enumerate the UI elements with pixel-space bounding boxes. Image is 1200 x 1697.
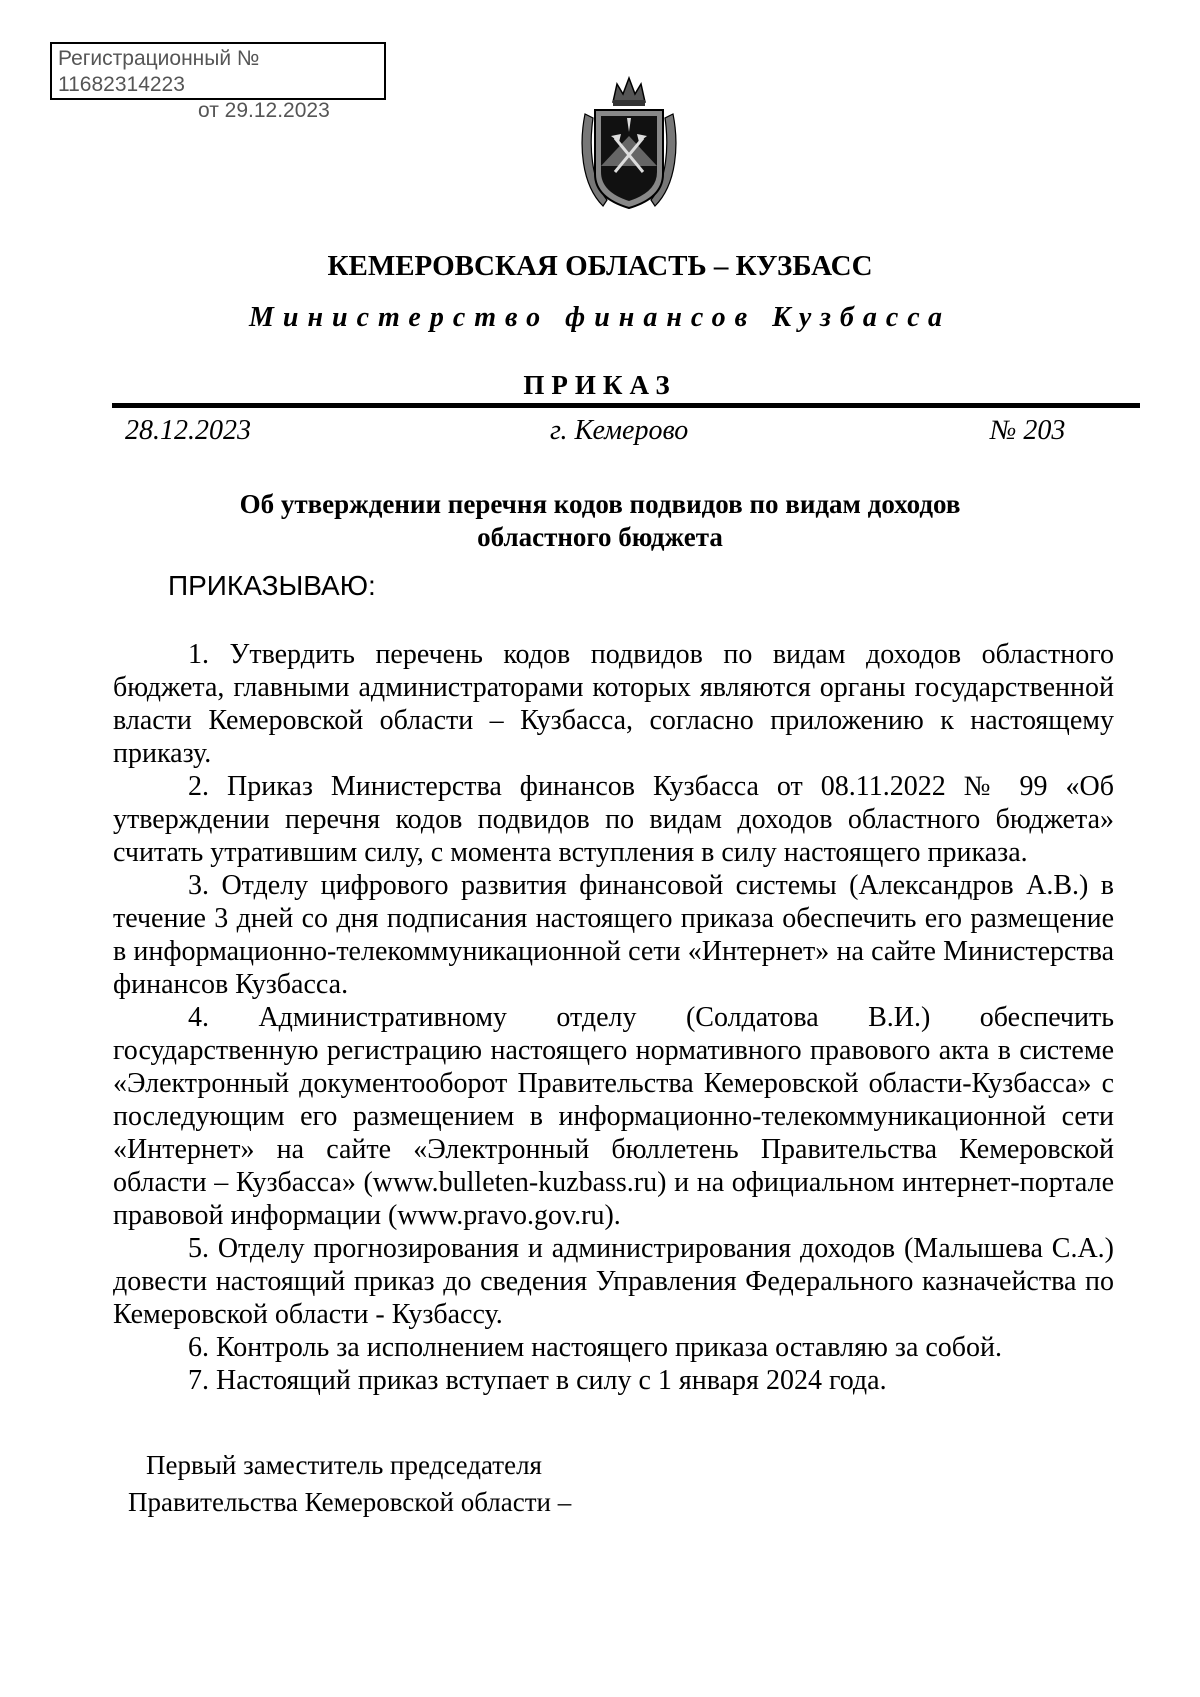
order-date: 28.12.2023 (125, 415, 251, 446)
order-body (113, 638, 1114, 1397)
subject-line: Об утверждении перечня кодов подвидов по видам доходов (239, 489, 961, 519)
signatory-position-line1: Первый заместитель председателя (146, 1450, 542, 1480)
kuzbass-coat-of-arms-icon (577, 74, 681, 214)
order-item-4: 4. Административному отделу (Солдатова В.И.) обеспечить государственную регистрацию настоящего нормативного правового акта в системе «Электронный документооборот Правительства Кемеровской области-Кузбасса» с последующим его размещением в информационно-телекоммуникационной сети «Интернет» на сайте «Электронный бюллетень Правительства Кемеровской области – Кузбасса» (www.bulleten-kuzbass.ru) и на официальном интернет-портале правовой информации (www.pravo.gov.ru). (113, 1002, 1114, 1231)
order-item-2: 2. Приказ Министерства финансов Кузбасса от 08.11.2022 № 99 «Об утверждении перечня кодов подвидов по видам доходов областного бюджета» считать утратившим силу, с момента вступления в силу настоящего приказа. (113, 771, 1114, 868)
header-rule (112, 403, 1140, 408)
order-subject (0, 488, 1200, 554)
signature-block (128, 1447, 571, 1521)
region-title: КЕМЕРОВСКАЯ ОБЛАСТЬ – КУЗБАСС (327, 250, 873, 282)
order-number: № 203 (990, 415, 1066, 446)
registration-date: от 29.12.2023 (198, 99, 330, 122)
order-command: ПРИКАЗЫВАЮ: (168, 570, 376, 601)
signatory-position-line2: Правительства Кемеровской области – (128, 1487, 572, 1517)
order-title: ПРИКАЗ (523, 370, 677, 400)
subject-line: областного бюджета (477, 522, 723, 552)
ministry-title: Министерство финансов Кузбасса (248, 302, 952, 333)
order-city: г. Кемерово (550, 415, 689, 446)
order-item-7: 7. Настоящий приказ вступает в силу с 1 января 2024 года. (188, 1365, 887, 1396)
order-item-5: 5. Отделу прогнозирования и администрирования доходов (Малышева С.А.) довести настоящий приказ до сведения Управления Федерального казначейства по Кемеровской области - Кузбассу. (113, 1233, 1114, 1330)
order-item-1: 1. Утвердить перечень кодов подвидов по видам доходов областного бюджета, главными администраторами которых являются органы государственной власти Кемеровской области – Кузбасса, согласно приложению к настоящему приказу. (113, 639, 1114, 769)
registration-stamp (50, 42, 386, 122)
order-item-6: 6. Контроль за исполнением настоящего приказа оставляю за собой. (188, 1332, 1003, 1363)
order-item-3: 3. Отделу цифрового развития финансовой системы (Александров А.В.) в течение 3 дней со дня подписания настоящего приказа обеспечить его размещение в информационно-телекоммуникационной сети «Интернет» на сайте Министерства финансов Кузбасса. (113, 870, 1114, 1000)
registration-number: Регистрационный № 11682314223 (58, 47, 260, 96)
